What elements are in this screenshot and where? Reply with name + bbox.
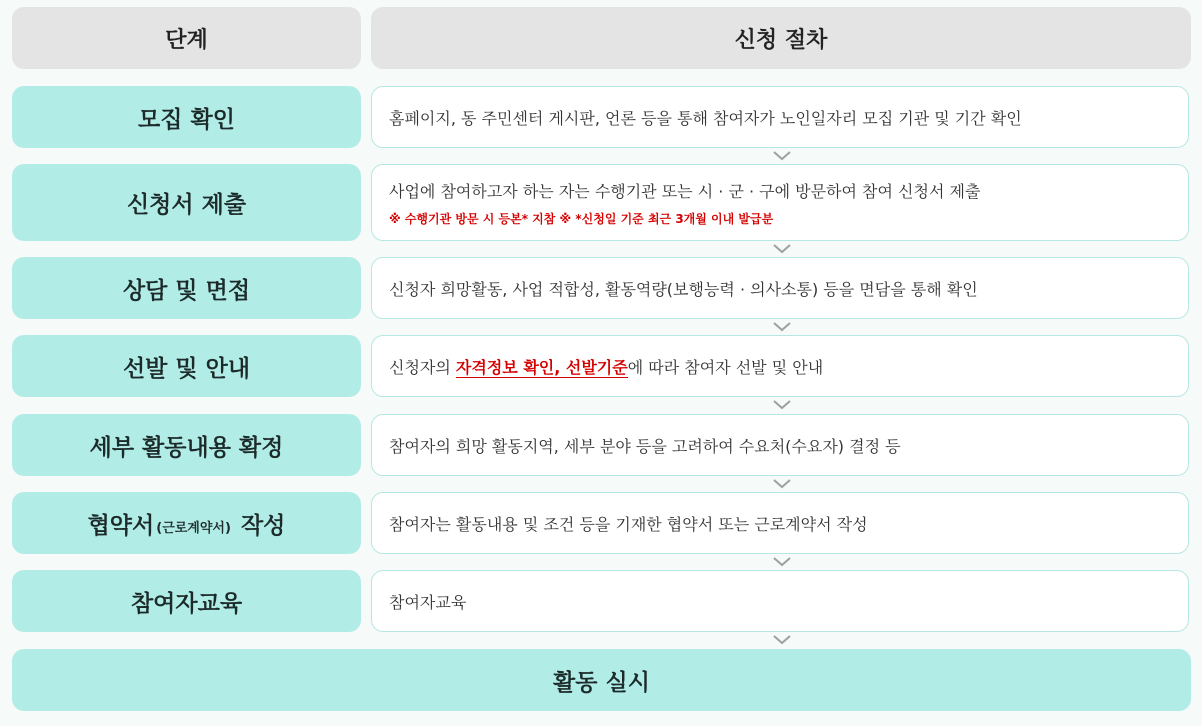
chevron-down-icon (773, 635, 791, 645)
final-activity: 활동 실시 (12, 649, 1191, 711)
chevron-down-icon (773, 322, 791, 332)
chevron-down-icon (773, 244, 791, 254)
desc-text (389, 355, 1188, 378)
step-participant-education: 참여자교육 (12, 570, 361, 632)
chevron-down-icon (773, 151, 791, 161)
step-agreement-write (12, 492, 361, 554)
desc-text: 참여자교육 (389, 592, 467, 612)
header-procedure: 신청 절차 (371, 7, 1191, 69)
step-activity-confirm-desc (371, 414, 1189, 476)
chevron-down-icon (773, 557, 791, 567)
step-selection-notice-desc (371, 335, 1189, 397)
chevron-down-icon (773, 400, 791, 410)
header-stage: 단계 (12, 7, 361, 69)
step-consult-interview-desc (371, 257, 1189, 319)
step-agreement-write-desc (371, 492, 1189, 554)
step-recruit-check: 모집 확인 (12, 86, 361, 148)
desc-highlight: 자격정보 확인, 선발기준 (455, 357, 628, 377)
desc-text: 참여자는 활동내용 및 조건 등을 기재한 협약서 또는 근로계약서 작성 (389, 514, 868, 534)
desc-text: 신청자 희망활동, 사업 적합성, 활동역량(보행능력 · 의사소통) 등을 면담을 통해 확인 (389, 279, 978, 299)
desc-prefix: 신청자의 (389, 357, 456, 377)
step-activity-confirm: 세부 활동내용 확정 (12, 414, 361, 476)
step-recruit-check-desc (371, 86, 1189, 148)
step-participant-education-desc (371, 570, 1189, 632)
step-name-small: (근로계약서) (156, 520, 231, 536)
step-application-submit-desc (371, 164, 1189, 241)
desc-suffix: 에 따라 참여자 선발 및 안내 (627, 357, 824, 377)
step-application-submit: 신청서 제출 (12, 164, 361, 241)
desc-note: ※ 수행기관 방문 시 등본* 지참 ※ *신청일 기준 최근 3개월 이내 발급분 (389, 211, 774, 226)
step-selection-notice: 선발 및 안내 (12, 335, 361, 397)
step-name-main: 협약서 (87, 512, 155, 539)
step-name-tail: 작성 (240, 512, 286, 539)
desc-text: 참여자의 희망 활동지역, 세부 분야 등을 고려하여 수요처(수요자) 결정 등 (389, 436, 901, 456)
desc-text: 사업에 참여하고자 하는 자는 수행기관 또는 시 · 군 · 구에 방문하여 참여 신청서 제출 (389, 181, 981, 201)
desc-text: 홈페이지, 동 주민센터 게시판, 언론 등을 통해 참여자가 노인일자리 모집 기관 및 기간 확인 (389, 108, 1022, 128)
chevron-down-icon (773, 479, 791, 489)
step-consult-interview: 상담 및 면접 (12, 257, 361, 319)
